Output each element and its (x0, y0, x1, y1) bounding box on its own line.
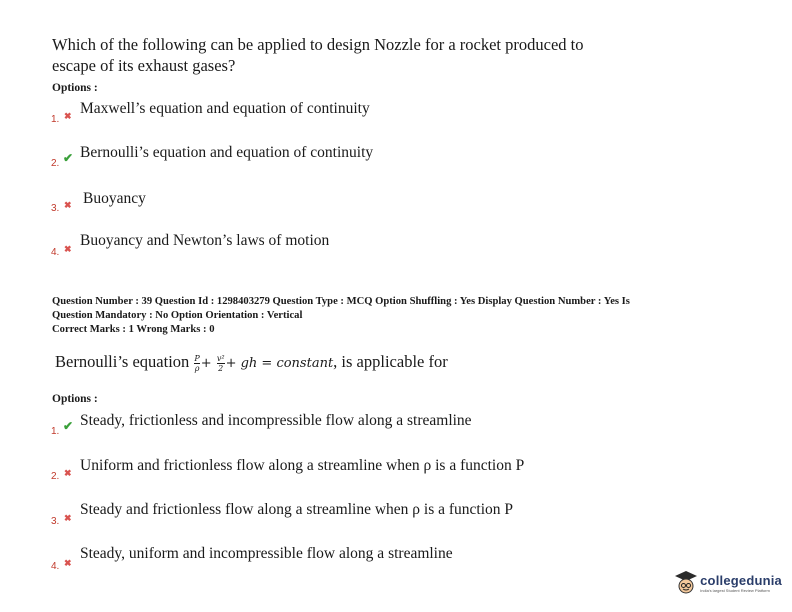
question-2-prefix: Bernoulli’s equation (55, 352, 190, 371)
cross-icon: ✖ (64, 111, 72, 121)
logo-name: collegedunia (700, 573, 782, 588)
option-text: Steady, frictionless and incompressible flow along a streamline (80, 412, 472, 429)
cross-icon: ✖ (64, 244, 72, 254)
eq-plus: + (200, 356, 212, 371)
option-number: 1. (51, 114, 60, 125)
equation-fraction-p-rho (194, 354, 199, 373)
cross-icon: ✖ (64, 558, 72, 568)
option-text: Steady, uniform and incompressible flow along a streamline (80, 545, 453, 562)
cross-icon: ✖ (64, 513, 72, 523)
question-1-text: Which of the following can be applied to design Nozzle for a rocket produced to escape of its exhaust gases? (52, 35, 584, 75)
eq-numerator: P (194, 353, 200, 363)
collegedunia-logo (674, 570, 782, 596)
question-2-suffix: , is applicable for (333, 352, 448, 371)
eq-denominator: ρ (194, 363, 200, 373)
option-text: Bernoulli’s equation and equation of continuity (80, 144, 374, 161)
question-meta-line-3: Correct Marks : 1 Wrong Marks : 0 (52, 324, 215, 335)
option-text: Uniform and frictionless flow along a streamline when ρ is a function P (80, 457, 525, 474)
cross-icon: ✖ (64, 200, 72, 210)
question-meta-line-2: Question Mandatory : No Option Orientation : Vertical (52, 310, 303, 321)
cross-icon: ✖ (64, 468, 72, 478)
option-number: 4. (51, 247, 60, 258)
equation-fraction-v2 (217, 354, 225, 373)
option-text: Steady and frictionless flow along a streamline when ρ is a function P (80, 501, 514, 518)
option-number: 1. (51, 426, 60, 437)
option-number: 2. (51, 158, 60, 169)
option-number: 3. (51, 516, 60, 527)
eq-numerator: v² (216, 353, 225, 363)
question-meta-line-1: Question Number : 39 Question Id : 1298403279 Question Type : MCQ Option Shuffling : Yes Display Question Number : Yes Is (52, 296, 630, 307)
check-icon: ✔ (63, 151, 74, 165)
logo-tagline: India's largest Student Review Platform (700, 588, 770, 593)
option-number: 2. (51, 471, 60, 482)
option-number: 4. (51, 561, 60, 572)
options-label: Options : (52, 393, 98, 405)
option-text: Maxwell’s equation and equation of continuity (80, 100, 370, 117)
question-2-text (55, 352, 448, 373)
eq-denominator: 2 (218, 363, 224, 373)
option-text: Buoyancy and Newton’s laws of motion (80, 232, 330, 249)
graduate-icon (674, 570, 698, 596)
eq-rest: + gh = constant (225, 356, 334, 371)
option-text: Buoyancy (83, 190, 146, 207)
option-number: 3. (51, 203, 60, 214)
check-icon: ✔ (63, 419, 74, 433)
options-label: Options : (52, 82, 98, 94)
